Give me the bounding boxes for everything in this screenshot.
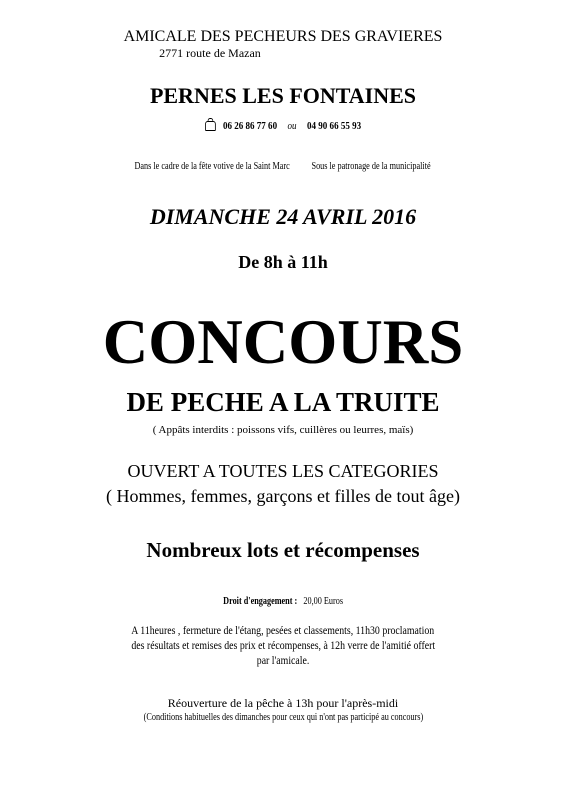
phone-row [205, 121, 361, 132]
participants-ages: ( Hommes, femmes, garçons et filles de tout âge) [106, 486, 460, 506]
context-patronage: Sous le patronage de la municipalité [311, 161, 432, 172]
phone-separator: ou [287, 120, 297, 132]
event-date: DIMANCHE 24 AVRIL 2016 [149, 204, 417, 229]
phone-numbers [0, 121, 566, 132]
event-hours: De 8h à 11h [238, 252, 328, 272]
context-row [125, 162, 441, 172]
fee-value: 20,00 Euros [303, 596, 343, 607]
fee-row [223, 597, 343, 607]
headline: CONCOURS [102, 307, 464, 377]
open-to-all: OUVERT A TOUTES LES CATEGORIES [127, 461, 439, 481]
organization-name: AMICALE DES PECHEURS DES GRAVIERES [123, 28, 443, 45]
afternoon-reopening: Réouverture de la pêche à 13h pour l'après-midi [167, 696, 399, 710]
fee-label: Droit d'engagement : [223, 596, 298, 607]
city-name: PERNES LES FONTAINES [149, 83, 417, 108]
entry-fee [0, 597, 566, 607]
subheadline: DE PECHE A LA TRUITE [126, 387, 440, 417]
programme-line-1: A 11heures , fermeture de l'étang, pesées et classements, 11h30 proclamation [131, 623, 435, 637]
context-fete: Dans le cadre de la fête votive de la Saint Marc [134, 161, 291, 172]
bait-note: ( Appâts interdits : poissons vifs, cuillères ou leurres, maïs) [152, 424, 414, 436]
programme-line-2: des résultats et remises des prix et récompenses, à 12h verre de l'amitié offert [131, 638, 435, 652]
phone-number-2: 04 90 66 55 93 [306, 120, 362, 132]
event-context [0, 162, 566, 172]
programme-block [0, 623, 566, 668]
organization-address: 2771 route de Mazan [159, 46, 261, 60]
conditions-note: (Conditions habituelles des dimanches pour ceux qui n'ont pas participé au concours) [143, 712, 423, 723]
prizes-line: Nombreux lots et récompenses [146, 538, 420, 562]
phone-number-1: 06 26 86 77 60 [222, 120, 277, 132]
phone-icon [205, 121, 216, 131]
programme-line-3: par l'amicale. [256, 653, 310, 667]
